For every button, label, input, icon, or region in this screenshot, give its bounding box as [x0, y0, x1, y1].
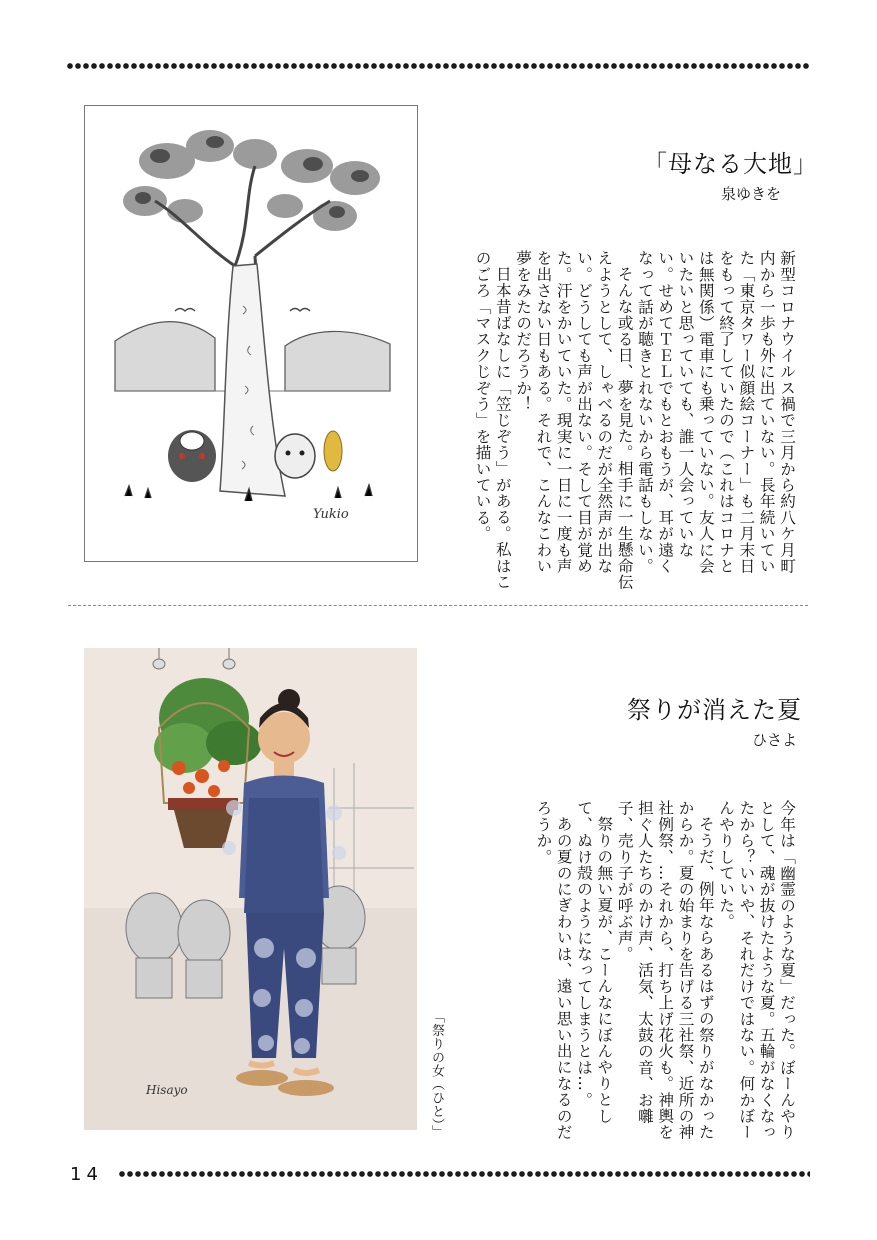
bottom-dotted-rule — [118, 1170, 810, 1178]
article1-title: 「母なる大地」 — [643, 150, 818, 178]
page-number: 14 — [70, 1164, 103, 1185]
section-divider — [68, 605, 808, 606]
tree-illustration — [85, 106, 417, 561]
article2-paragraph: 今年は「幽霊のような夏」だった。ぼーんやりとして、魂が抜けたような夏。五輪がなくなったから？いいや、それだけではない。何かぼーんやりしていた。 — [717, 800, 796, 1141]
article2-paragraph: 祭りの無い夏が、こーんなにぼんやりとして、ぬけ殻のようになってしまうとは…。 — [575, 800, 614, 1124]
article1-paragraph: 新型コロナウイルス禍で三月から約八ケ月町内から一歩も外に出ていない。長年続いていた「東京タワー似顔絵コーナー」も二月末日をもって終了していたので（これはコロナとは無関係）電車にも乗っていない。友人に会いたいと思っていても、誰一人会っていない。せめてＴＥＬでもとおもうが、耳が遠くなって話が聴きとれないから電話もしない。 — [635, 250, 796, 574]
article2-body — [520, 800, 797, 1145]
article2-author: ひさよ — [752, 731, 798, 749]
article2-paragraph: あの夏のにぎわいは、遠い思い出になるのだろうか。 — [534, 800, 573, 1140]
article2-paragraph: そうだ、例年ならあるはずの祭りがなかったからか。夏の始まりを告げる三社祭、近所の神社例祭、…それから、打ち上げ花火も。神輿を担ぐ人たちのかけ声、活気、太鼓の音、お囃子、売り子が呼ぶ声。 — [615, 800, 715, 1141]
painting-caption: 「祭りの女（ひと）」 — [429, 1010, 444, 1139]
painting-signature: Hisayo — [146, 1083, 188, 1097]
festival-woman-painting — [84, 648, 417, 1130]
article1-body — [470, 250, 797, 590]
tree-illustration-frame — [84, 105, 418, 562]
illustration-signature: Yukio — [313, 507, 349, 522]
article1-paragraph: そんな或る日、夢を見た。相手に一生懸命伝えようとして、しゃべるのだが全然声が出ない。どうしても声が出ない。そして目が覚めた。汗をかいていた。現実に一日に一度も声を出さない日もある。それで、こんなこわい夢をみたのだろうか！ — [514, 250, 634, 590]
top-dotted-rule — [66, 62, 810, 70]
article1-author: 泉ゆきを — [721, 185, 782, 203]
article2-title: 祭りが消えた夏 — [627, 696, 802, 724]
article1-paragraph: 日本昔ばなしに「笠じぞう」がある。私はこのごろ「マスクじぞう」を描いている。 — [473, 250, 512, 590]
